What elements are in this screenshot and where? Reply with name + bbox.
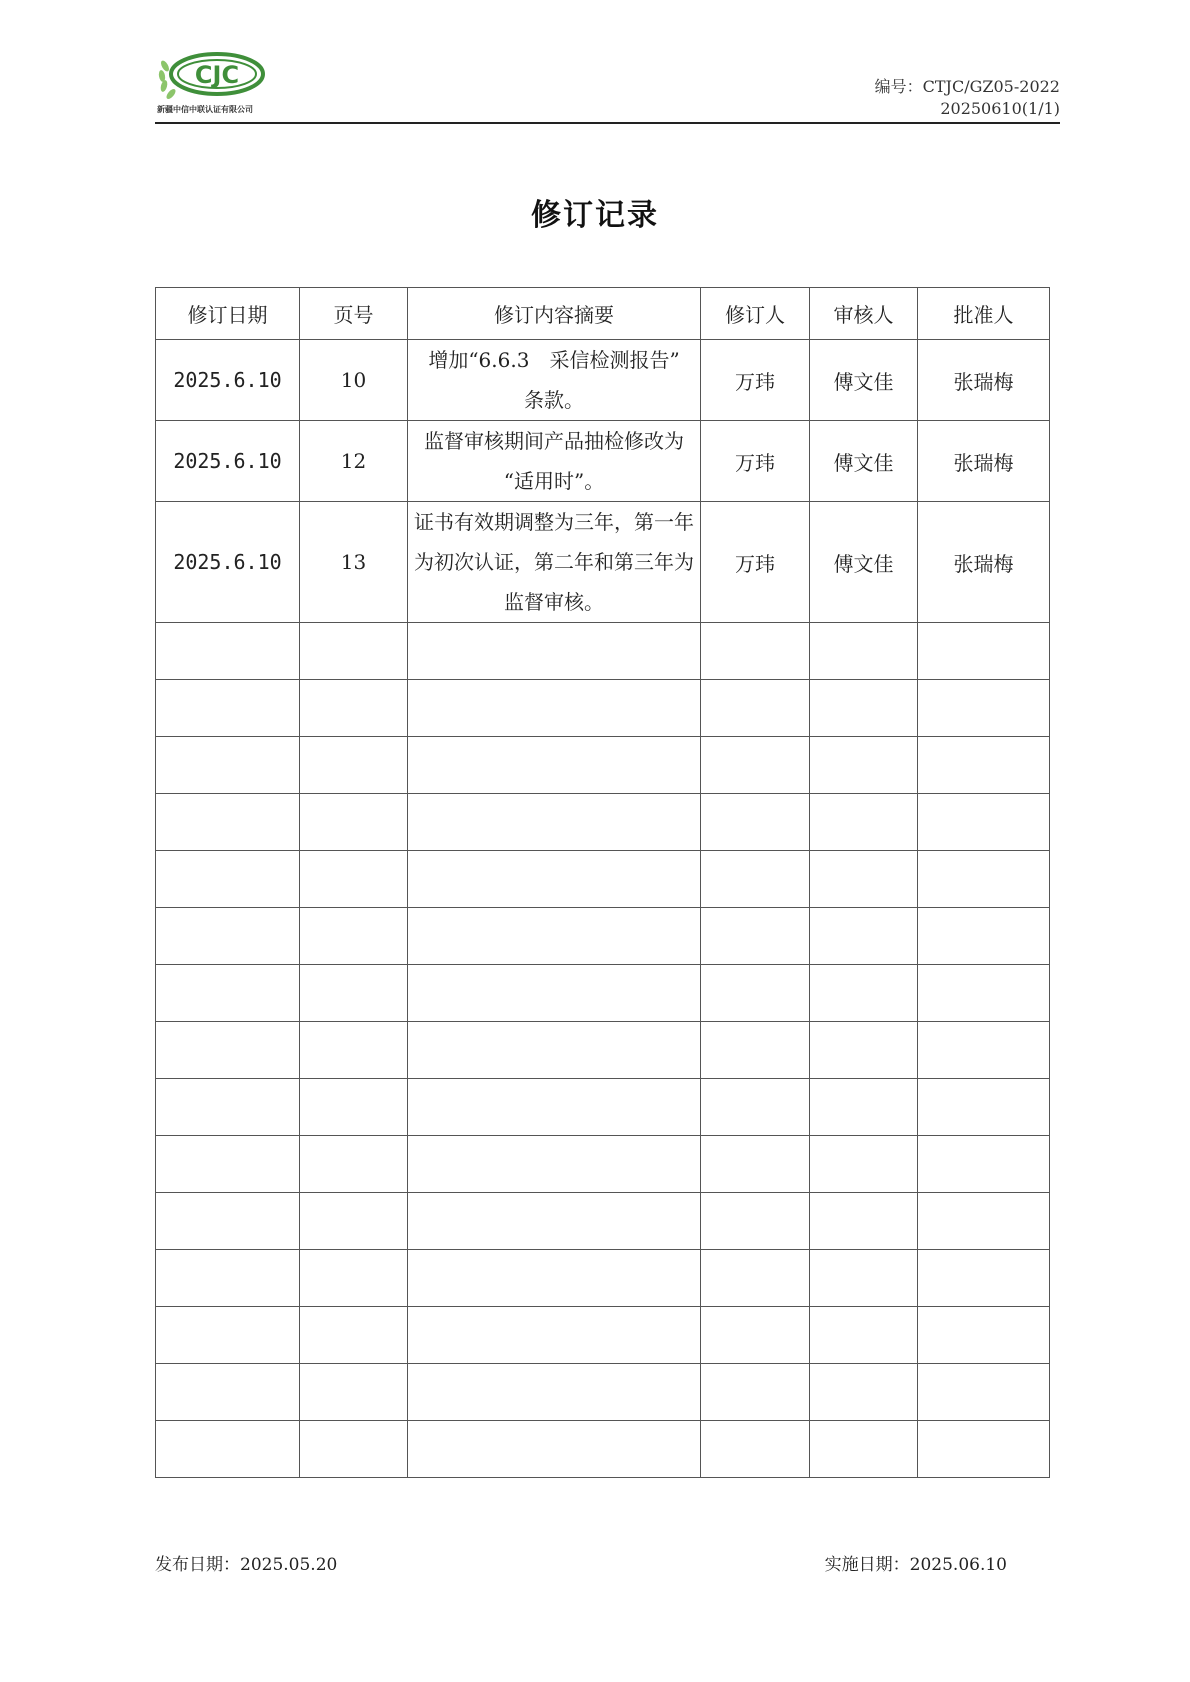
document-code-block bbox=[875, 76, 1060, 120]
reviewer-cell: 傅文佳 bbox=[810, 421, 918, 502]
revision-date-cell bbox=[156, 1307, 300, 1364]
revision-summary-cell bbox=[408, 908, 701, 965]
page-number-cell bbox=[300, 1307, 408, 1364]
revision-summary-cell bbox=[408, 1421, 701, 1478]
empty-table-row bbox=[156, 908, 1050, 965]
revision-summary-cell bbox=[408, 680, 701, 737]
empty-rows bbox=[156, 623, 1050, 1478]
empty-table-row bbox=[156, 680, 1050, 737]
page-number-cell bbox=[300, 680, 408, 737]
page-number-cell bbox=[300, 1250, 408, 1307]
reviewer-cell bbox=[810, 1421, 918, 1478]
summary-line: 证书有效期调整为三年，第一年 bbox=[414, 510, 694, 534]
revision-summary-cell bbox=[408, 502, 701, 623]
revision-summary-cell bbox=[408, 794, 701, 851]
revision-summary-cell bbox=[408, 1307, 701, 1364]
revision-date-cell bbox=[156, 1421, 300, 1478]
revision-date-cell bbox=[156, 794, 300, 851]
empty-table-row bbox=[156, 1079, 1050, 1136]
revision-summary-cell bbox=[408, 623, 701, 680]
revision-date-cell bbox=[156, 1136, 300, 1193]
revision-date-cell bbox=[156, 1250, 300, 1307]
reviewer-cell bbox=[810, 965, 918, 1022]
column-header: 审核人 bbox=[810, 288, 918, 340]
reviewer-cell bbox=[810, 794, 918, 851]
summary-line: 条款。 bbox=[524, 388, 584, 412]
reviser-cell: 万玮 bbox=[701, 421, 810, 502]
revision-summary-cell bbox=[408, 851, 701, 908]
page-number-cell bbox=[300, 1136, 408, 1193]
column-header: 页号 bbox=[300, 288, 408, 340]
approver-cell bbox=[918, 1307, 1050, 1364]
reviser-cell: 万玮 bbox=[701, 502, 810, 623]
revision-date-cell: 2025.6.10 bbox=[156, 340, 300, 421]
approver-cell bbox=[918, 1022, 1050, 1079]
page-number-cell bbox=[300, 1421, 408, 1478]
reviser-cell bbox=[701, 1307, 810, 1364]
page-number-cell bbox=[300, 1193, 408, 1250]
reviewer-cell bbox=[810, 1136, 918, 1193]
approver-cell: 张瑞梅 bbox=[918, 502, 1050, 623]
approver-cell bbox=[918, 1250, 1050, 1307]
summary-line: 监督审核。 bbox=[504, 590, 604, 614]
page-number-cell bbox=[300, 1079, 408, 1136]
revision-summary-cell bbox=[408, 1250, 701, 1307]
reviser-cell bbox=[701, 680, 810, 737]
reviewer-cell bbox=[810, 1079, 918, 1136]
empty-table-row bbox=[156, 851, 1050, 908]
reviewer-cell bbox=[810, 1250, 918, 1307]
revision-date-cell bbox=[156, 1022, 300, 1079]
revision-summary-cell bbox=[408, 1079, 701, 1136]
approver-cell: 张瑞梅 bbox=[918, 340, 1050, 421]
empty-table-row bbox=[156, 623, 1050, 680]
revision-date-cell bbox=[156, 1079, 300, 1136]
revision-date-cell bbox=[156, 737, 300, 794]
approver-cell bbox=[918, 965, 1050, 1022]
table-row bbox=[156, 421, 1050, 502]
revision-summary-cell bbox=[408, 1364, 701, 1421]
reviewer-cell bbox=[810, 1022, 918, 1079]
company-logo bbox=[155, 50, 275, 114]
reviewer-cell bbox=[810, 908, 918, 965]
revision-summary-cell bbox=[408, 1022, 701, 1079]
revision-summary-cell bbox=[408, 1193, 701, 1250]
column-header: 修订日期 bbox=[156, 288, 300, 340]
empty-table-row bbox=[156, 794, 1050, 851]
reviser-cell bbox=[701, 737, 810, 794]
empty-table-row bbox=[156, 1307, 1050, 1364]
page-number-cell bbox=[300, 1022, 408, 1079]
approver-cell: 张瑞梅 bbox=[918, 421, 1050, 502]
page-number-cell bbox=[300, 794, 408, 851]
revision-date-cell bbox=[156, 851, 300, 908]
empty-table-row bbox=[156, 1022, 1050, 1079]
reviewer-cell: 傅文佳 bbox=[810, 502, 918, 623]
reviser-cell bbox=[701, 623, 810, 680]
revision-table bbox=[155, 287, 1050, 1478]
column-header: 修订人 bbox=[701, 288, 810, 340]
revision-summary-cell bbox=[408, 965, 701, 1022]
approver-cell bbox=[918, 908, 1050, 965]
approver-cell bbox=[918, 851, 1050, 908]
reviewer-cell bbox=[810, 623, 918, 680]
reviewer-cell: 傅文佳 bbox=[810, 340, 918, 421]
table-row bbox=[156, 340, 1050, 421]
revision-date-cell bbox=[156, 908, 300, 965]
revision-date-cell bbox=[156, 623, 300, 680]
summary-line: 监督审核期间产品抽检修改为 bbox=[424, 429, 684, 453]
page-number-cell bbox=[300, 851, 408, 908]
revision-date-cell bbox=[156, 1193, 300, 1250]
revision-date-cell bbox=[156, 965, 300, 1022]
empty-table-row bbox=[156, 1193, 1050, 1250]
summary-line: “适用时”。 bbox=[503, 469, 605, 493]
approver-cell bbox=[918, 623, 1050, 680]
approver-cell bbox=[918, 680, 1050, 737]
reviser-cell bbox=[701, 1421, 810, 1478]
reviser-cell bbox=[701, 1193, 810, 1250]
reviewer-cell bbox=[810, 1364, 918, 1421]
page-number-cell bbox=[300, 1364, 408, 1421]
reviser-cell bbox=[701, 794, 810, 851]
revision-summary-cell bbox=[408, 421, 701, 502]
document-version: 20250610(1/1) bbox=[940, 99, 1060, 118]
empty-table-row bbox=[156, 737, 1050, 794]
table-row bbox=[156, 502, 1050, 623]
revision-date-cell bbox=[156, 1364, 300, 1421]
reviser-cell bbox=[701, 851, 810, 908]
approver-cell bbox=[918, 1079, 1050, 1136]
empty-table-row bbox=[156, 1421, 1050, 1478]
revision-summary-cell bbox=[408, 737, 701, 794]
reviewer-cell bbox=[810, 1307, 918, 1364]
page-number-cell bbox=[300, 908, 408, 965]
reviewer-cell bbox=[810, 1193, 918, 1250]
column-header: 修订内容摘要 bbox=[408, 288, 701, 340]
reviewer-cell bbox=[810, 680, 918, 737]
revision-date-cell: 2025.6.10 bbox=[156, 421, 300, 502]
page-number-cell bbox=[300, 965, 408, 1022]
logo-company-name: 新疆中信中联认证有限公司 bbox=[157, 105, 253, 114]
table-header-row bbox=[156, 288, 1050, 340]
logo-letters: CJC bbox=[194, 61, 240, 89]
reviser-cell bbox=[701, 965, 810, 1022]
cjc-logo-icon bbox=[155, 50, 275, 106]
reviser-cell bbox=[701, 1079, 810, 1136]
page-number-cell bbox=[300, 623, 408, 680]
approver-cell bbox=[918, 1364, 1050, 1421]
reviser-cell bbox=[701, 1364, 810, 1421]
revision-date-cell bbox=[156, 680, 300, 737]
empty-table-row bbox=[156, 965, 1050, 1022]
approver-cell bbox=[918, 794, 1050, 851]
reviewer-cell bbox=[810, 851, 918, 908]
approver-cell bbox=[918, 1136, 1050, 1193]
page-title: 修订记录 bbox=[531, 198, 659, 233]
page-header bbox=[155, 50, 1060, 124]
column-header: 批准人 bbox=[918, 288, 1050, 340]
summary-line: 为初次认证，第二年和第三年为 bbox=[414, 550, 694, 574]
empty-table-row bbox=[156, 1364, 1050, 1421]
approver-cell bbox=[918, 737, 1050, 794]
effective-date: 实施日期：2025.06.10 bbox=[824, 1555, 1007, 1575]
page-number-cell: 13 bbox=[300, 502, 408, 623]
page-number-cell bbox=[300, 737, 408, 794]
revision-summary-cell bbox=[408, 1136, 701, 1193]
revision-summary-cell bbox=[408, 340, 701, 421]
document-code: 编号：CTJC/GZ05-2022 bbox=[874, 77, 1060, 96]
reviser-cell bbox=[701, 1250, 810, 1307]
reviser-cell bbox=[701, 1022, 810, 1079]
page-number-cell: 12 bbox=[300, 421, 408, 502]
summary-line: 增加“6.6.3 采信检测报告” bbox=[428, 348, 680, 372]
release-date: 发布日期：2025.05.20 bbox=[155, 1555, 338, 1575]
page-number-cell: 10 bbox=[300, 340, 408, 421]
reviewer-cell bbox=[810, 737, 918, 794]
reviser-cell bbox=[701, 908, 810, 965]
reviser-cell: 万玮 bbox=[701, 340, 810, 421]
empty-table-row bbox=[156, 1136, 1050, 1193]
approver-cell bbox=[918, 1193, 1050, 1250]
revision-date-cell: 2025.6.10 bbox=[156, 502, 300, 623]
empty-table-row bbox=[156, 1250, 1050, 1307]
approver-cell bbox=[918, 1421, 1050, 1478]
reviser-cell bbox=[701, 1136, 810, 1193]
